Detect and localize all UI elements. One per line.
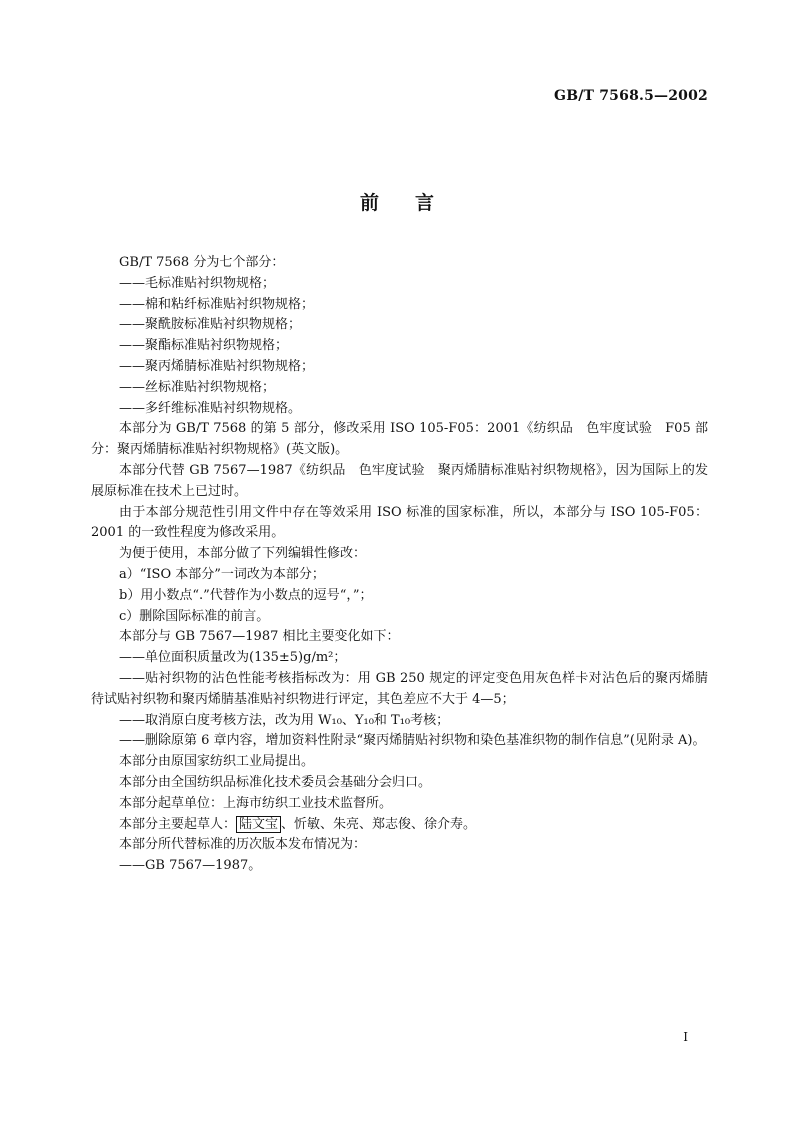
- paragraph: 为便于使用，本部分做了下列编辑性修改：: [119, 546, 367, 562]
- paragraph: 本部分代替 GB 7567—1987《纺织品 色牢度试验 聚丙烯腈标准贴衬织物规格》，因为国际上的发展原标准在技术上已过时。: [91, 462, 708, 499]
- page-title: 前言: [359, 192, 470, 214]
- list-item: ——棉和粘纤标准贴衬织物规格；: [119, 296, 315, 312]
- paragraph: 由于本部分规范性引用文件中存在等效采用 ISO 标准的国家标准，所以，本部分与 ISO 105-F05：2001 的一致性程度为修改采用。: [91, 504, 708, 541]
- paragraph: 本部分起草单位：上海市纺织工业技术监督所。: [119, 795, 393, 811]
- paragraph: 本部分与 GB 7567—1987 相比主要变化如下：: [119, 629, 400, 645]
- list-item: ——聚丙烯腈标准贴衬织物规格；: [119, 358, 315, 374]
- list-item: a）“ISO 本部分”一词改为本部分；: [119, 566, 325, 582]
- drafters-prefix: 本部分主要起草人：: [119, 816, 237, 832]
- paragraph: 本部分所代替标准的历次版本发布情况为：: [119, 837, 367, 853]
- list-item: ——聚酰胺标准贴衬织物规格；: [119, 317, 302, 333]
- list-item: ——贴衬织物的沾色性能考核指标改为：用 GB 250 规定的评定变色用灰色样卡对沾色后的聚丙烯腈待试贴衬织物和聚丙烯腈基准贴衬织物进行评定，其色差应不大于 4—5；: [91, 670, 708, 707]
- list-item: ——丝标准贴衬织物规格；: [119, 379, 276, 395]
- page-number: I: [683, 1030, 688, 1044]
- list-item: ——毛标准贴衬织物规格；: [119, 275, 276, 291]
- foreword-body: [91, 253, 708, 877]
- list-item: ——聚酯标准贴衬织物规格；: [119, 338, 289, 354]
- paragraph: 本部分由全国纺织品标准化技术委员会基础分会归口。: [119, 774, 432, 790]
- paragraph: 本部分由原国家纺织工业局提出。: [119, 754, 315, 770]
- list-item: ——单位面积质量改为(135±5)g/m²；: [119, 650, 347, 666]
- paragraph: GB/T 7568 分为七个部分：: [119, 255, 285, 270]
- paragraph: 本部分为 GB/T 7568 的第 5 部分，修改采用 ISO 105-F05：2001《纺织品 色牢度试验 F05 部分：聚丙烯腈标准贴衬织物规格》(英文版)。: [91, 421, 708, 458]
- list-item: ——多纤维标准贴衬织物规格。: [119, 400, 302, 416]
- document-id-header: GB/T 7568.5—2002: [554, 88, 708, 104]
- list-item: ——删除原第 6 章内容，增加资料性附录“聚丙烯腈贴衬织物和染色基准织物的制作信息”(见附录 A)。: [119, 733, 706, 749]
- list-item: b）用小数点“.”代替作为小数点的逗号“，”；: [119, 587, 373, 603]
- drafters-paragraph: [91, 815, 708, 836]
- boxed-name: 陆文宝: [236, 816, 281, 833]
- list-item: c）删除国际标准的前言。: [119, 608, 270, 624]
- list-item: ——GB 7567—1987。: [119, 858, 262, 874]
- list-item: ——取消原白度考核方法，改为用 W₁₀、Y₁₀和 T₁₀考核；: [119, 712, 450, 728]
- drafters-rest: 、忻敏、朱亮、郑志俊、徐介寿。: [281, 816, 477, 832]
